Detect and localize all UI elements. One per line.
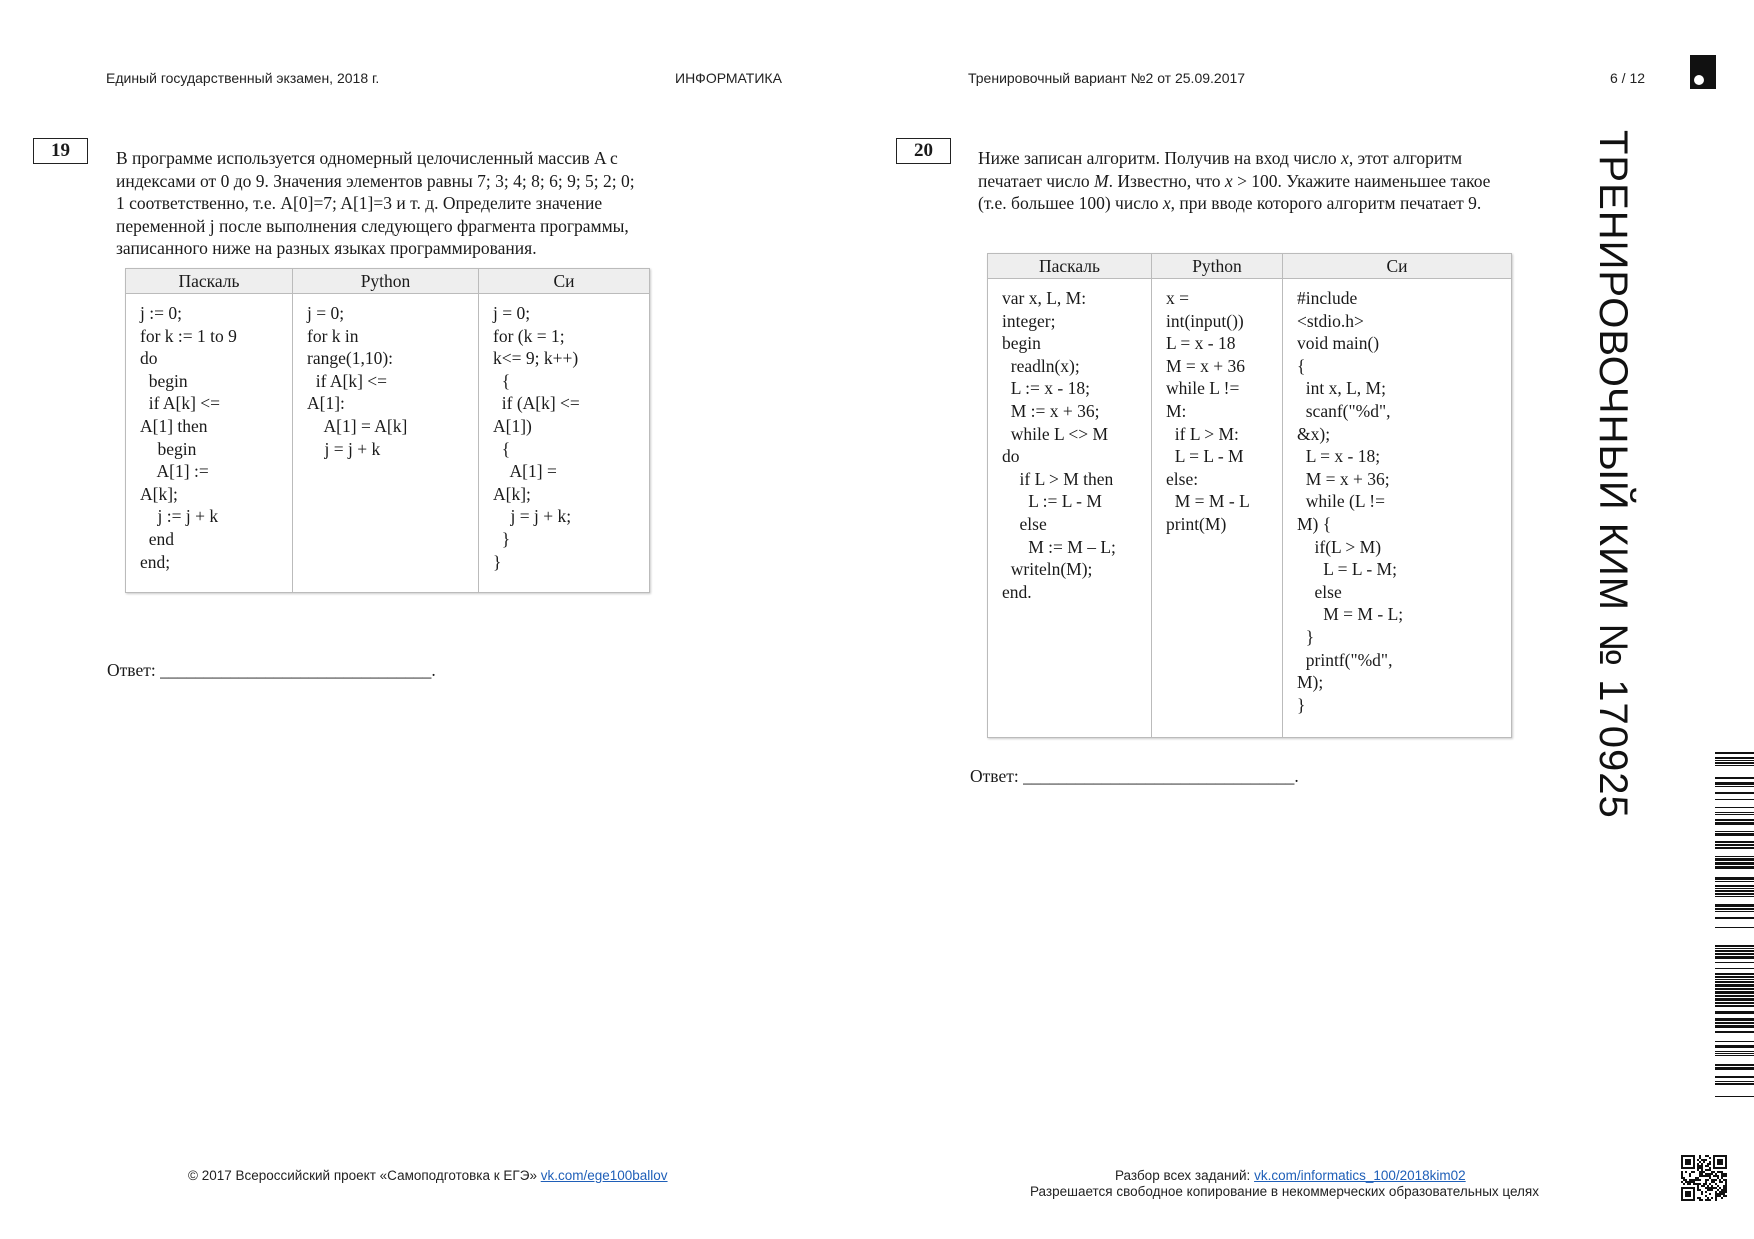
logo-icon bbox=[1690, 55, 1716, 89]
pascal-code: j := 0; for k := 1 to 9 do begin if A[k] <= A[1] then begin A[1] := A[k]; j := j + k end end; bbox=[140, 303, 237, 572]
qr-code-icon bbox=[1681, 1155, 1727, 1201]
answer-field[interactable]: _______________________________. bbox=[1023, 766, 1299, 786]
column-header-python: Python bbox=[1152, 254, 1283, 279]
question-20-line: печатает число M. Известно, что x > 100. Укажите наименьшее такое bbox=[978, 170, 1491, 191]
question-20-text bbox=[978, 147, 1490, 215]
question-19-number: 19 bbox=[33, 138, 88, 164]
question-20-answer bbox=[970, 766, 1299, 787]
answer-label: Ответ: bbox=[107, 660, 156, 680]
footer-analysis: Разбор всех заданий: vk.com/informatics_100/2018kim02 bbox=[1115, 1168, 1466, 1183]
c-code-cell bbox=[1283, 279, 1512, 738]
column-header-c: Си bbox=[1283, 254, 1512, 279]
question-19-text bbox=[116, 147, 635, 260]
question-19-answer bbox=[107, 660, 436, 681]
analysis-link[interactable]: vk.com/informatics_100/2018kim02 bbox=[1254, 1168, 1466, 1183]
column-header-pascal: Паскаль bbox=[988, 254, 1152, 279]
question-19-line: 1 соответственно, т.е. A[0]=7; A[1]=3 и т. д. Определите значение bbox=[116, 193, 603, 214]
header-subject: ИНФОРМАТИКА bbox=[675, 70, 782, 86]
question-19-line: В программе используется одномерный целочисленный массив A с bbox=[116, 148, 618, 168]
c-code: #include <stdio.h> void main() { int x, L, M; scanf("%d", &x); L = x - 18; M = x + 36; while (L != M) { if(L > M) L = L - M; else M = M - L; } printf("%d", M); } bbox=[1297, 288, 1404, 715]
question-20-line: (т.е. большее 100) число x, при вводе которого алгоритм печатает 9. bbox=[978, 193, 1482, 214]
python-code: x = int(input()) L = x - 18 M = x + 36 while L != M: if L > M: L = L - M else: M = M - L print(M) bbox=[1166, 288, 1250, 534]
header-variant: Тренировочный вариант №2 от 25.09.2017 bbox=[968, 70, 1246, 86]
c-code: j = 0; for (k = 1; k<= 9; k++) { if (A[k] <= A[1]) { A[1] = A[k]; j = j + k; } } bbox=[493, 303, 580, 572]
pascal-code-cell bbox=[126, 294, 293, 593]
footer-copyright: © 2017 Всероссийский проект «Самоподготовка к ЕГЭ» vk.com/ege100ballov bbox=[188, 1168, 668, 1183]
side-title: ТРЕНИРОВОЧНЫЙ КИМ № 170925 bbox=[1591, 130, 1635, 819]
column-header-c: Си bbox=[479, 269, 650, 294]
answer-field[interactable]: _______________________________. bbox=[160, 660, 436, 680]
pascal-code: var x, L, M: integer; begin readln(x); L := x - 18; M := x + 36; while L <> M do if L > M then L := L - M else M := M – L; writeln(M); end. bbox=[1002, 288, 1116, 602]
copyright-link[interactable]: vk.com/ege100ballov bbox=[540, 1168, 668, 1183]
answer-label: Ответ: bbox=[970, 766, 1019, 786]
footer-license: Разрешается свободное копирование в некоммерческих образовательных целях bbox=[1030, 1184, 1539, 1199]
barcode-icon bbox=[1715, 752, 1754, 1100]
column-header-python: Python bbox=[293, 269, 479, 294]
python-code: j = 0; for k in range(1,10): if A[k] <= A[1]: A[1] = A[k] j = j + k bbox=[307, 303, 408, 459]
column-header-pascal: Паскаль bbox=[126, 269, 293, 294]
question-19-code-table bbox=[125, 268, 650, 593]
python-code-cell bbox=[1152, 279, 1283, 738]
header-exam-title: Единый государственный экзамен, 2018 г. bbox=[106, 70, 380, 86]
python-code-cell bbox=[293, 294, 479, 593]
header-page-number: 6 / 12 bbox=[1610, 70, 1646, 86]
question-19-line: записанного ниже на разных языках программирования. bbox=[116, 238, 537, 259]
question-19-line: переменной j после выполнения следующего фрагмента программы, bbox=[116, 215, 629, 236]
c-code-cell bbox=[479, 294, 650, 593]
question-19-line: индексами от 0 до 9. Значения элементов равны 7; 3; 4; 8; 6; 9; 5; 2; 0; bbox=[116, 170, 635, 191]
question-20-code-table bbox=[987, 253, 1512, 738]
pascal-code-cell bbox=[988, 279, 1152, 738]
question-20-line: Ниже записан алгоритм. Получив на вход число x, этот алгоритм bbox=[978, 148, 1463, 168]
question-20-number: 20 bbox=[896, 138, 951, 164]
